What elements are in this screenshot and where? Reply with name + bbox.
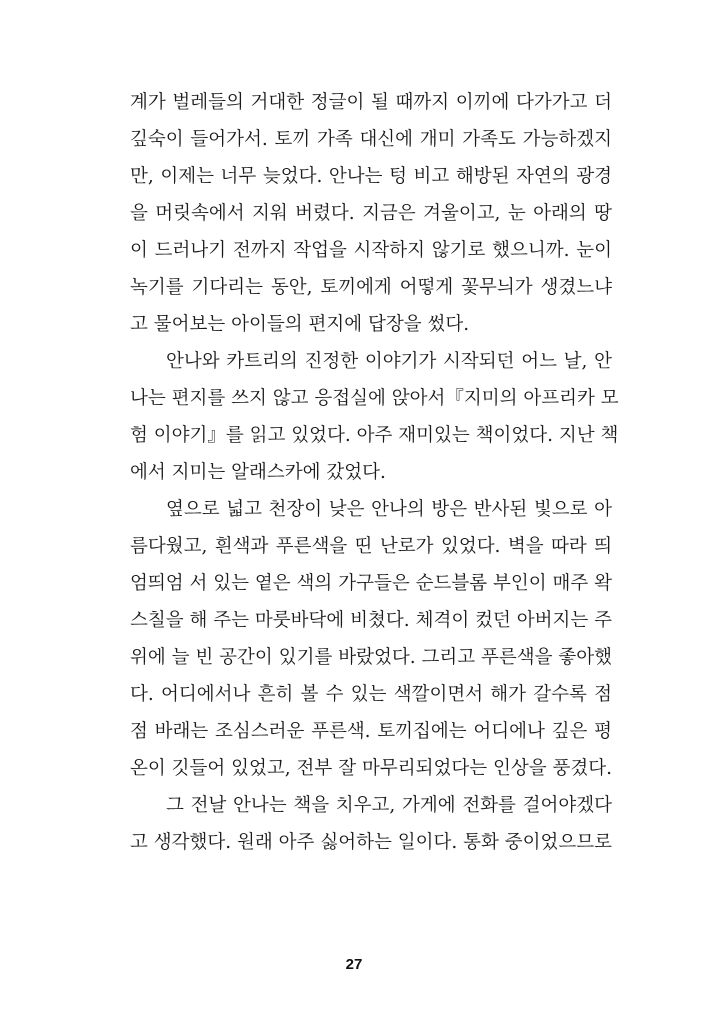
text-line: 깊숙이 들어가서. 토끼 가족 대신에 개미 가족도 가능하겠지: [130, 129, 612, 150]
page-number: 27: [345, 956, 363, 973]
text-line: 만, 이제는 너무 늦었다. 안나는 텅 비고 해방된 자연의 광경: [130, 166, 612, 187]
text-line: 을 머릿속에서 지워 버렸다. 지금은 겨울이고, 눈 아래의 땅: [130, 203, 612, 224]
text-line: 험 이야기』를 읽고 있었다. 아주 재미있는 책이었다. 지난 책: [130, 425, 619, 446]
text-line: 다. 어디에서나 흔히 볼 수 있는 색깔이면서 해가 갈수록 점: [130, 684, 612, 705]
text-line: 스칠을 해 주는 마룻바닥에 비쳤다. 체격이 컸던 아버지는 주: [130, 610, 612, 631]
text-line: 고 생각했다. 원래 아주 싫어하는 일이다. 통화 중이었으므로: [130, 832, 612, 853]
text-line: 나는 편지를 쓰지 않고 응접실에 앉아서『지미의 아프리카 모: [130, 388, 619, 409]
text-line: 고 물어보는 아이들의 편지에 답장을 썼다.: [130, 314, 470, 335]
text-line: 그 전날 안나는 책을 치우고, 가게에 전화를 걸어야겠다: [166, 795, 612, 816]
text-line: 이 드러나기 전까지 작업을 시작하지 않기로 했으니까. 눈이: [130, 240, 612, 261]
body-text: [130, 88, 619, 865]
text-line: 녹기를 기다리는 동안, 토끼에게 어떻게 꽃무늬가 생겼느냐: [130, 277, 612, 298]
text-line: 점 바래는 조심스러운 푸른색. 토끼집에는 어디에나 깊은 평: [130, 721, 612, 742]
text-line: 온이 깃들어 있었고, 전부 잘 마무리되었다는 인상을 풍겼다.: [130, 758, 612, 779]
text-line: 옆으로 넓고 천장이 낮은 안나의 방은 반사된 빛으로 아: [166, 499, 612, 520]
text-line: 에서 지미는 알래스카에 갔었다.: [130, 462, 386, 483]
text-line: 계가 벌레들의 거대한 정글이 될 때까지 이끼에 다가가고 더: [130, 92, 612, 113]
text-line: 엄띄엄 서 있는 옅은 색의 가구들은 순드블롬 부인이 매주 왁: [130, 573, 612, 594]
text-line: 위에 늘 빈 공간이 있기를 바랐었다. 그리고 푸른색을 좋아했: [130, 647, 612, 668]
text-line: 안나와 카트리의 진정한 이야기가 시작되던 어느 날, 안: [166, 351, 612, 372]
text-line: 름다웠고, 흰색과 푸른색을 띤 난로가 있었다. 벽을 따라 띄: [130, 536, 612, 557]
